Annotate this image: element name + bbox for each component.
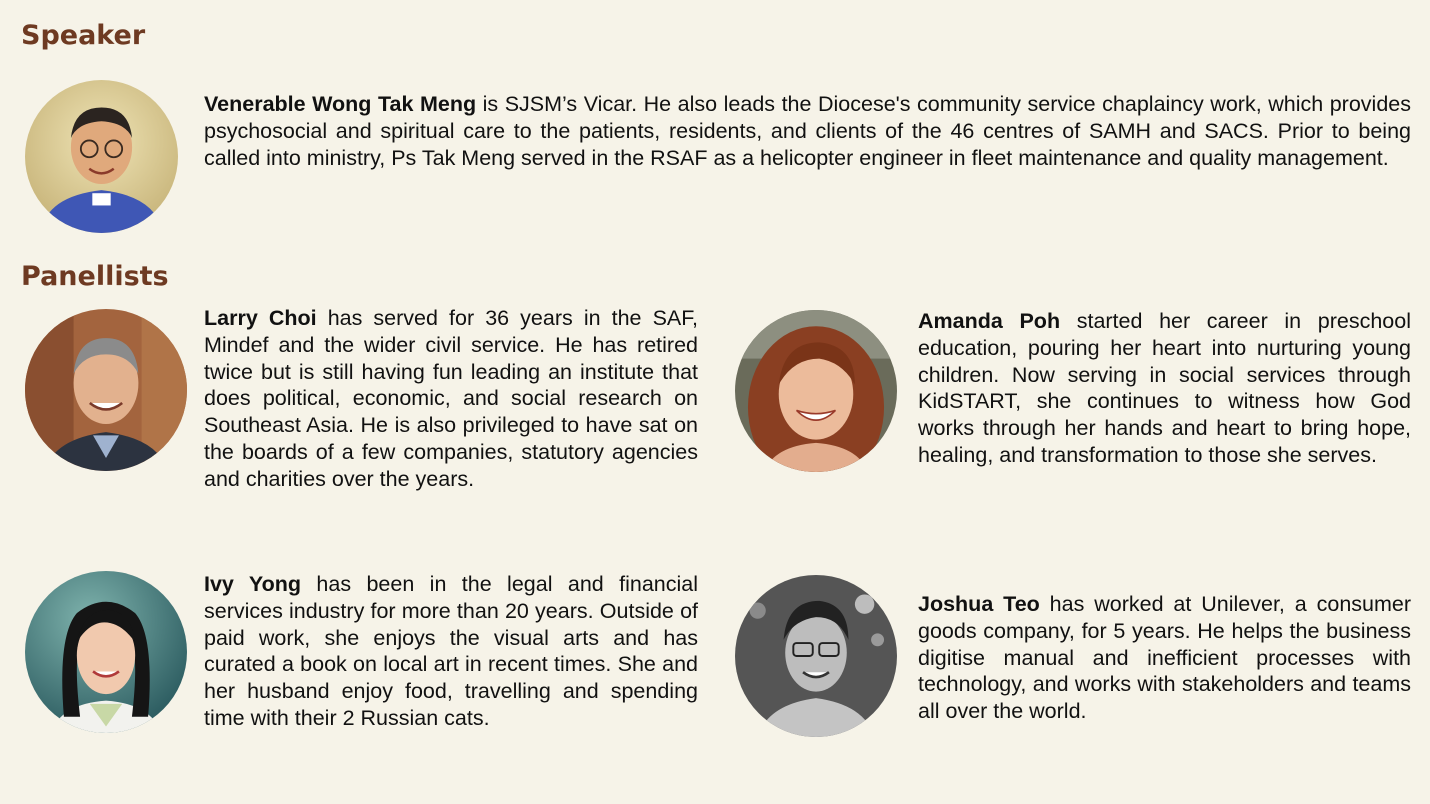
panellist-bio-text: has worked at Unilever, a consumer goods company, for 5 years. He helps the business digitise manual and inefficient processes with technology, and works with stakeholders and teams all over the world. xyxy=(918,592,1412,724)
speaker-photo xyxy=(25,80,178,233)
speaker-bio xyxy=(204,91,1411,171)
speaker-bio-text: is SJSM’s Vicar. He also leads the Diocese's community service chaplaincy work, which provides psychosocial and spiritual care to the patients, residents, and clients of the 46 centres of SAMH and SACS. Prior to being called into ministry, Ps Tak Meng served in the RSAF as a helicopter engineer in fleet maintenance and quality management. xyxy=(204,92,1411,170)
speaker-name: Venerable Wong Tak Meng xyxy=(204,92,477,116)
panellist-bio-ivy-yong xyxy=(204,571,698,732)
panellist-bio-larry-choi xyxy=(204,305,698,493)
panellist-photo-amanda-poh xyxy=(735,310,897,472)
panellist-name-larry-choi: Larry Choi xyxy=(204,306,317,330)
speaker-heading: Speaker xyxy=(21,20,146,51)
panellist-bio-text: has been in the legal and financial services industry for more than 20 years. Outside of paid work, she enjoys the visual arts and has curated a book on local art in recent times. She and her husband enjoy food, travelling and spending time with their 2 Russian cats. xyxy=(204,572,698,730)
portrait-icon xyxy=(25,571,187,733)
panellist-photo-joshua-teo xyxy=(735,575,897,737)
panellist-bio-text: started her career in preschool education, pouring her heart into nurturing young children. Now serving in social services through KidSTART, she continues to witness how God works through her hands and heart to bring hope, healing, and transformation to those she serves. xyxy=(918,309,1411,467)
portrait-icon xyxy=(25,309,187,471)
portrait-icon xyxy=(735,310,897,472)
panellist-photo-larry-choi xyxy=(25,309,187,471)
panellist-name-joshua-teo: Joshua Teo xyxy=(918,592,1040,616)
panellist-name-amanda-poh: Amanda Poh xyxy=(918,309,1061,333)
portrait-icon xyxy=(25,80,178,233)
portrait-icon xyxy=(735,575,897,737)
panellists-heading: Panellists xyxy=(21,261,169,292)
panellist-name-ivy-yong: Ivy Yong xyxy=(204,572,302,596)
panellist-bio-amanda-poh xyxy=(918,308,1411,469)
panellist-bio-joshua-teo xyxy=(918,591,1411,725)
panellist-photo-ivy-yong xyxy=(25,571,187,733)
panellist-bio-text: has served for 36 years in the SAF, Mindef and the wider civil service. He has retired twice but is still having fun leading an institute that does political, economic, and social research on Southeast Asia. He is also privileged to have sat on the boards of a few companies, statutory agencies and charities over the years. xyxy=(204,306,698,491)
